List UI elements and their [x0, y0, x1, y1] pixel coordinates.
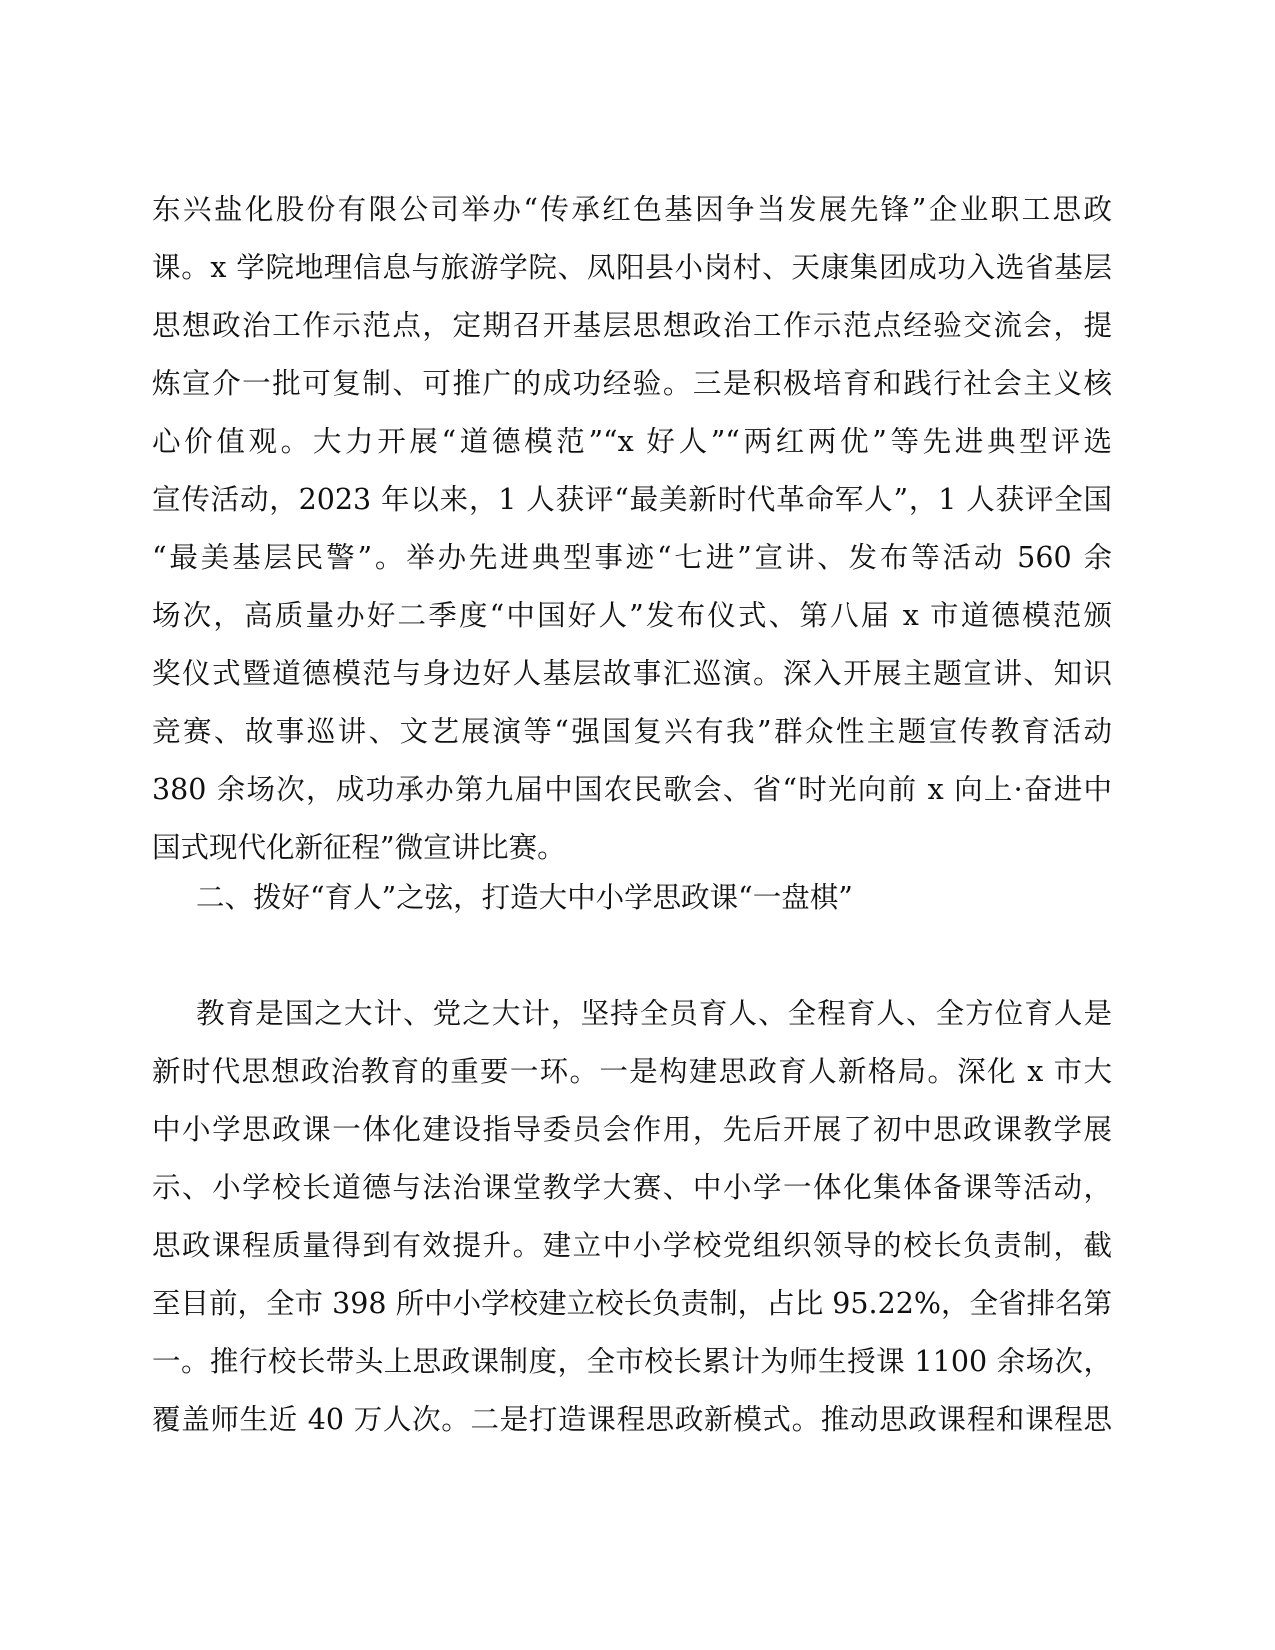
paragraph-line: 至目前，全市 398 所中小学校建立校长负责制，占比 95.22%，全省排名第: [152, 1287, 1112, 1320]
paragraph-line: 思政课程质量得到有效提升。建立中小学校党组织领导的校长负责制，截: [152, 1229, 1112, 1262]
paragraph-line: 奖仪式暨道德模范与身边好人基层故事汇巡演。深入开展主题宣讲、知识: [152, 657, 1112, 690]
section-heading: 二、拨好“育人”之弦，打造大中小学思政课“一盘棋”: [196, 881, 853, 914]
paragraph-core-values: [152, 181, 1112, 877]
paragraph-line-first: 教育是国之大计、党之大计，坚持全员育人、全程育人、全方位育人是: [196, 997, 1112, 1030]
paragraph-line: 心价值观。大力开展“道德模范”“x 好人”“两红两优”等先进典型评选: [152, 425, 1112, 458]
paragraph-line: 覆盖师生近 40 万人次。二是打造课程思政新模式。推动思政课程和课程思: [152, 1403, 1112, 1436]
paragraph-education: [152, 985, 1112, 1449]
paragraph-line: 课。x 学院地理信息与旅游学院、凤阳县小岗村、天康集团成功入选省基层: [152, 251, 1112, 284]
paragraph-line: 竞赛、故事巡讲、文艺展演等“强国复兴有我”群众性主题宣传教育活动: [152, 715, 1112, 748]
paragraph-line: 示、小学校长道德与法治课堂教学大赛、中小学一体化集体备课等活动，: [152, 1171, 1112, 1204]
paragraph-line: 场次，高质量办好二季度“中国好人”发布仪式、第八届 x 市道德模范颁: [152, 599, 1112, 632]
paragraph-line: 新时代思想政治教育的重要一环。一是构建思政育人新格局。深化 x 市大: [152, 1055, 1112, 1088]
section-heading-block: [152, 869, 1112, 927]
paragraph-line-last: 国式现代化新征程”微宣讲比赛。: [152, 831, 566, 864]
paragraph-line: 380 余场次，成功承办第九届中国农民歌会、省“时光向前 x 向上·奋进中: [152, 773, 1112, 806]
paragraph-line: 东兴盐化股份有限公司举办“传承红色基因争当发展先锋”企业职工思政: [152, 193, 1112, 226]
paragraph-line: 宣传活动，2023 年以来，1 人获评“最美新时代革命军人”，1 人获评全国: [152, 483, 1112, 516]
paragraph-line: 炼宣介一批可复制、可推广的成功经验。三是积极培育和践行社会主义核: [152, 367, 1112, 400]
paragraph-line: 一。推行校长带头上思政课制度，全市校长累计为师生授课 1100 余场次，: [152, 1345, 1112, 1378]
paragraph-line: “最美基层民警”。举办先进典型事迹“七进”宣讲、发布等活动 560 余: [152, 541, 1112, 574]
paragraph-line: 中小学思政课一体化建设指导委员会作用，先后开展了初中思政课教学展: [152, 1113, 1112, 1146]
paragraph-line: 思想政治工作示范点，定期召开基层思想政治工作示范点经验交流会，提: [152, 309, 1112, 342]
